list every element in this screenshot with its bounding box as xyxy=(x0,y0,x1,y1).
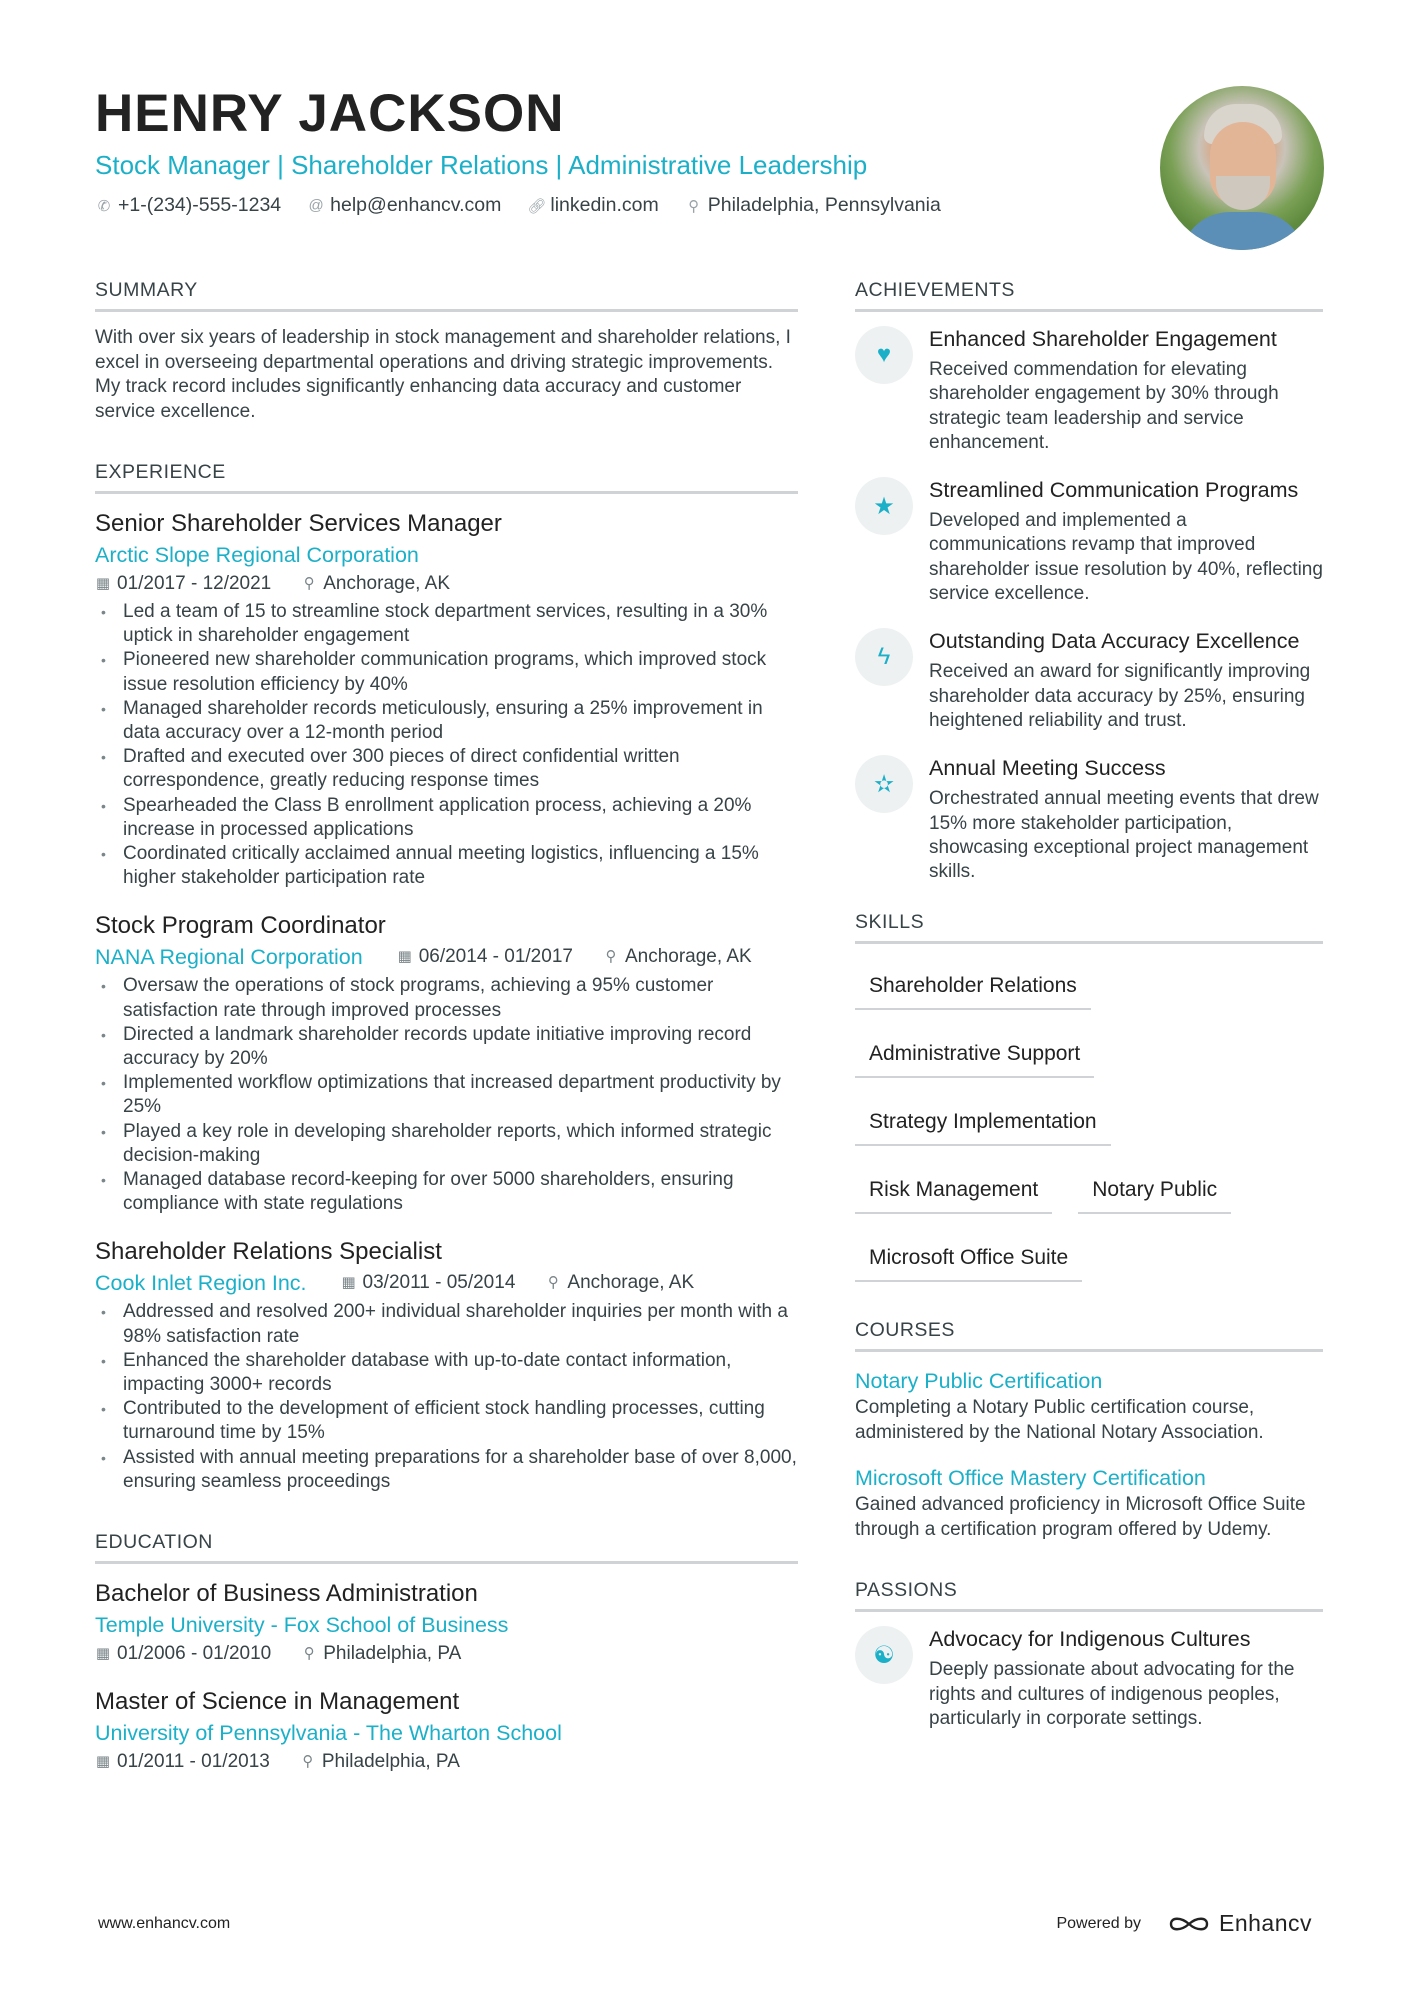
job-location: Anchorage, AK xyxy=(624,946,752,968)
bullet-item: • Played a key role in developing shareholder reports, which informed strategic decision-making xyxy=(95,1120,798,1168)
experience-entry xyxy=(95,508,798,890)
passion-item xyxy=(855,1626,1323,1731)
bullet-item: • Assisted with annual meeting preparations for a shareholder base of over 8,000, ensuring seamless proceedings xyxy=(95,1446,798,1494)
edu-location: Philadelphia, PA xyxy=(323,1643,462,1665)
phone-icon: ✆ xyxy=(97,197,111,215)
at-icon: @ xyxy=(308,197,324,214)
experience-entry xyxy=(95,910,798,1216)
job-location: Anchorage, AK xyxy=(323,573,451,594)
course-title: Microsoft Office Mastery Certification xyxy=(855,1466,1206,1491)
job-bullets xyxy=(95,600,798,890)
page-footer xyxy=(98,1910,1312,1937)
brand-name: Enhancv xyxy=(1218,1910,1312,1936)
footer-website[interactable]: www.enhancv.com xyxy=(98,1914,231,1932)
bullet-item: • Drafted and executed over 300 pieces of direct confidential written correspondence, greatly reducing response times xyxy=(95,745,798,793)
achievements-heading: ACHIEVEMENTS xyxy=(855,278,1323,312)
location-text: Philadelphia, Pennsylvania xyxy=(707,194,941,216)
degree-title: Bachelor of Business Administration xyxy=(95,1580,478,1608)
job-bullets xyxy=(95,974,798,1216)
star-outline-icon: ✫ xyxy=(855,755,913,813)
education-heading: EDUCATION xyxy=(95,1530,798,1564)
achievement-title: Annual Meeting Success xyxy=(929,756,1166,781)
summary-heading: SUMMARY xyxy=(95,278,798,312)
profile-photo xyxy=(1160,86,1324,250)
passion-title: Advocacy for Indigenous Cultures xyxy=(929,1627,1251,1652)
bullet-item: • Managed database record-keeping for over 5000 shareholders, ensuring compliance with state regulations xyxy=(95,1168,798,1216)
achievement-title: Outstanding Data Accuracy Excellence xyxy=(929,629,1300,654)
location-pin-icon: ⚲ xyxy=(302,1753,314,1771)
bullet-item: • Coordinated critically acclaimed annual meeting logistics, influencing a 15% higher stakeholder participation rate xyxy=(95,842,798,890)
candidate-name: HENRY JACKSON xyxy=(95,84,565,143)
contact-phone xyxy=(95,194,281,217)
job-dates: 01/2017 - 12/2021 xyxy=(117,573,272,594)
job-meta xyxy=(95,1268,798,1298)
location-pin-icon: ⚲ xyxy=(688,197,700,215)
achievement-desc: Received commendation for elevating shareholder engagement by 30% through strategic team leadership and service enhancement. xyxy=(929,359,1279,453)
course-item xyxy=(855,1366,1323,1445)
job-title: Shareholder Relations Specialist xyxy=(95,1238,442,1266)
calendar-icon: ▦ xyxy=(397,948,412,966)
school-name: University of Pennsylvania - The Wharton School xyxy=(95,1721,562,1746)
bullet-item: • Implemented workflow optimizations that increased department productivity by 25% xyxy=(95,1071,798,1119)
bullet-item: • Led a team of 15 to streamline stock department services, resulting in a 30% uptick in shareholder engagement xyxy=(95,600,798,648)
email-text[interactable]: help@enhancv.com xyxy=(330,194,502,216)
edu-dates: 01/2011 - 01/2013 xyxy=(117,1751,270,1773)
company-name: NANA Regional Corporation xyxy=(95,945,363,970)
job-meta xyxy=(95,942,798,972)
job-location: Anchorage, AK xyxy=(567,1272,695,1294)
location-pin-icon: ⚲ xyxy=(605,948,617,966)
skill-tag: Shareholder Relations xyxy=(855,966,1091,1010)
right-column xyxy=(855,278,1323,1753)
skill-tag: Administrative Support xyxy=(855,1034,1094,1078)
edu-dates: 01/2006 - 01/2010 xyxy=(117,1643,272,1665)
experience-entry xyxy=(95,1236,798,1494)
experience-heading: EXPERIENCE xyxy=(95,460,798,494)
enhancv-logo[interactable] xyxy=(1167,1910,1312,1937)
bullet-item: • Managed shareholder records meticulously, ensuring a 25% improvement in data accuracy over a 12-month period xyxy=(95,697,798,745)
company-name: Cook Inlet Region Inc. xyxy=(95,1271,307,1296)
bullet-item: • Pioneered new shareholder communication programs, which improved stock issue resolution efficiency by 40% xyxy=(95,648,798,696)
calendar-icon: ▦ xyxy=(95,1753,111,1771)
job-dates: 03/2011 - 05/2014 xyxy=(362,1272,516,1294)
bullet-item: • Contributed to the development of efficient stock handling processes, cutting turnaround time by 15% xyxy=(95,1397,798,1445)
skill-tag: Risk Management xyxy=(855,1170,1052,1214)
edu-location: Philadelphia, PA xyxy=(321,1751,460,1773)
passion-desc: Deeply passionate about advocating for the rights and cultures of indigenous peoples, particularly in corporate settings. xyxy=(929,1659,1295,1730)
bullet-item: • Oversaw the operations of stock programs, achieving a 95% customer satisfaction rate through improved processes xyxy=(95,974,798,1022)
job-title: Senior Shareholder Services Manager xyxy=(95,510,502,537)
achievement-desc: Received an award for significantly improving shareholder data accuracy by 25%, ensuring heightened reliability and trust. xyxy=(929,661,1311,731)
achievement-item xyxy=(855,755,1323,884)
achievement-item xyxy=(855,326,1323,455)
skills-list xyxy=(855,958,1323,1282)
course-desc: Gained advanced proficiency in Microsoft Office Suite through a certification program offered by Udemy. xyxy=(855,1494,1306,1540)
calendar-icon: ▦ xyxy=(341,1274,356,1292)
skill-tag: Notary Public xyxy=(1078,1170,1231,1214)
achievement-item xyxy=(855,628,1323,733)
achievement-title: Streamlined Communication Programs xyxy=(929,478,1299,503)
calendar-icon: ▦ xyxy=(95,1645,111,1663)
bullet-item: • Directed a landmark shareholder records update initiative improving record accuracy by 20% xyxy=(95,1023,798,1071)
location-pin-icon: ⚲ xyxy=(303,575,315,592)
candidate-headline: Stock Manager | Shareholder Relations | Administrative Leadership xyxy=(95,150,868,180)
skill-tag: Strategy Implementation xyxy=(855,1102,1111,1146)
link-icon: 🔗︎ xyxy=(527,197,547,215)
heart-icon: ♥ xyxy=(855,326,913,384)
passions-heading: PASSIONS xyxy=(855,1578,1323,1612)
summary-text: With over six years of leadership in stock management and shareholder relations, I excel in overseeing departmental operations and driving strategic improvements. My track record includes significantly enhancing data accuracy and customer service excellence. xyxy=(95,327,791,422)
skill-tag: Microsoft Office Suite xyxy=(855,1238,1082,1282)
star-icon: ★ xyxy=(855,477,913,535)
lightning-icon: ϟ xyxy=(855,628,913,686)
course-title: Notary Public Certification xyxy=(855,1369,1103,1394)
job-meta xyxy=(95,570,798,598)
left-column xyxy=(95,278,798,1794)
courses-heading: COURSES xyxy=(855,1318,1323,1352)
contact-location xyxy=(685,194,941,217)
school-name: Temple University - Fox School of Business xyxy=(95,1613,509,1638)
enhancv-logo-icon xyxy=(1167,1913,1211,1935)
linkedin-text[interactable]: linkedin.com xyxy=(550,194,659,216)
calendar-icon: ▦ xyxy=(95,575,111,592)
resume-header xyxy=(95,82,941,217)
job-bullets xyxy=(95,1300,798,1494)
education-entry xyxy=(95,1578,798,1668)
contact-email[interactable] xyxy=(307,194,501,217)
bullet-item: • Addressed and resolved 200+ individual shareholder inquiries per month with a 98% satisfaction rate xyxy=(95,1300,798,1348)
achievement-desc: Orchestrated annual meeting events that drew 15% more stakeholder participation, showcasing exceptional project management skills. xyxy=(929,788,1319,883)
course-item xyxy=(855,1463,1323,1542)
powered-by-label: Powered by xyxy=(1056,1914,1141,1932)
achievement-desc: Developed and implemented a communications revamp that improved shareholder issue resolution by 40%, reflecting service excellence. xyxy=(929,510,1323,605)
contact-row xyxy=(95,194,941,217)
education-entry xyxy=(95,1686,798,1776)
contact-linkedin[interactable] xyxy=(527,194,658,217)
job-dates: 06/2014 - 01/2017 xyxy=(418,946,573,968)
location-pin-icon: ⚲ xyxy=(303,1645,315,1663)
achievement-title: Enhanced Shareholder Engagement xyxy=(929,327,1277,351)
location-pin-icon: ⚲ xyxy=(547,1274,559,1292)
company-name: Arctic Slope Regional Corporation xyxy=(95,543,419,567)
brain-icon: ☯ xyxy=(855,1626,913,1684)
course-desc: Completing a Notary Public certification course, administered by the National Notary Association. xyxy=(855,1397,1264,1443)
job-title: Stock Program Coordinator xyxy=(95,912,386,940)
achievement-item xyxy=(855,477,1323,606)
bullet-item: • Spearheaded the Class B enrollment application process, achieving a 20% increase in processed applications xyxy=(95,794,798,842)
degree-title: Master of Science in Management xyxy=(95,1688,460,1716)
bullet-item: • Enhanced the shareholder database with up-to-date contact information, impacting 3000+ records xyxy=(95,1349,798,1397)
phone-text: +1-(234)-555-1234 xyxy=(118,194,282,216)
skills-heading: SKILLS xyxy=(855,910,1323,944)
